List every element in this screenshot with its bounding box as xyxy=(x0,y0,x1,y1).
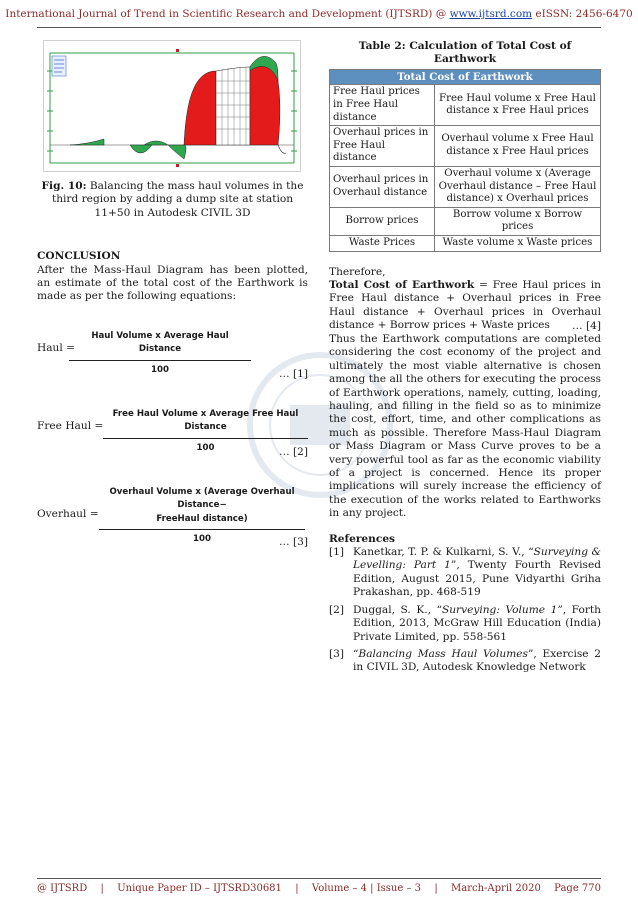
equation-1-number: … [1] xyxy=(279,367,308,380)
header-rule xyxy=(37,27,601,28)
table-cell: Overhaul volume x Free Haul distance x Free Haul prices xyxy=(435,126,601,167)
equation-1 xyxy=(37,330,308,380)
table-cell: Borrow prices xyxy=(330,207,435,235)
equation-2-label: Free Haul = xyxy=(37,419,104,432)
references-section xyxy=(329,533,601,675)
equation-2-fraction xyxy=(103,408,308,455)
equation-4-number: … [4] xyxy=(572,319,601,332)
summary-paragraph: Thus the Earthwork computations are completed considering the cost economy of the project and ultimately the most viable alternative is chosen among the all the others for executing the process of Earthwork operations, namely, cutting, loading, hauling, and filling in the field so as to minimize the cost, effort, time, and other complications as much as possible. Therefore Mass-Haul Diagram or Mass Diagram or Mass Curve proves to be a very powerful tool as far as the economic viability of a project is concerned. Hence its proper implications will surely increase the efficiency of the execution of the works related to Earthworks in any project. xyxy=(329,332,601,520)
references-heading: References xyxy=(329,532,396,545)
conclusion-text: After the Mass-Haul Diagram has been plotted, an estimate of the total cost of the Earthwork is made as per the following equations: xyxy=(37,263,308,303)
total-cost-label: Total Cost of Earthwork xyxy=(329,278,475,291)
table-cell: Free Haul volume x Free Haul distance x Free Haul prices xyxy=(435,85,601,126)
footer-ijtsrd: @ IJTSRD xyxy=(37,883,88,894)
equation-3-numerator-line2: FreeHaul distance) xyxy=(156,513,248,524)
reference-text: “Balancing Mass Haul Volumes”, Exercise 2 in CIVIL 3D, Autodesk Knowledge Network xyxy=(353,647,602,674)
footer-volume: Volume – 4 | Issue – 3 xyxy=(311,883,422,894)
equation-1-fraction xyxy=(69,330,251,377)
total-cost-expression: = Free Haul prices in Free Haul distance + Overhaul prices in Free Haul distance + Overhaul prices in Overhaul distance + Borrow prices + Waste prices xyxy=(329,278,601,332)
table-cell: Waste volume x Waste prices xyxy=(435,235,601,251)
footer-date: March-April 2020 xyxy=(451,883,541,894)
journal-header xyxy=(0,8,638,20)
table-row xyxy=(330,207,601,235)
mass-haul-figure xyxy=(43,40,301,172)
footer-page: Page 770 xyxy=(554,883,601,894)
table-cell: Overhaul prices in Free Haul distance xyxy=(330,126,435,167)
journal-name: International Journal of Trend in Scientific Research and Development (IJTSRD) @ xyxy=(5,8,450,20)
figure-caption xyxy=(37,180,308,220)
cost-table xyxy=(329,69,601,252)
table-cell: Waste Prices xyxy=(330,235,435,251)
list-item xyxy=(329,546,601,600)
cost-table-header: Total Cost of Earthwork xyxy=(330,69,601,85)
footer-rule xyxy=(37,878,601,879)
equation-3-numerator-line1: Overhaul Volume x (Average Overhaul Distance− xyxy=(109,486,295,511)
table-row xyxy=(330,85,601,126)
footer-separator: | xyxy=(100,883,104,894)
reference-number: [1] xyxy=(329,546,345,559)
journal-issn: eISSN: 2456-6470 xyxy=(532,8,633,20)
equation-2-denominator: 100 xyxy=(196,442,215,453)
equation-2-numerator: Free Haul Volume x Average Free Haul Distance xyxy=(103,408,308,439)
reference-number: [2] xyxy=(329,603,345,616)
list-item xyxy=(329,648,601,675)
footer-separator: | xyxy=(295,883,299,894)
reference-text: Duggal, S. K., “Surveying: Volume 1”, Forth Edition, 2013, McGraw Hill Education (India) Private Limited, pp. 558-561 xyxy=(353,603,601,643)
right-column xyxy=(329,40,601,679)
figure-label: Fig. 10: xyxy=(41,180,87,192)
mass-haul-diagram xyxy=(44,41,300,171)
equation-3-fraction xyxy=(99,486,305,547)
footer-paper-id: Unique Paper ID – IJTSRD30681 xyxy=(117,883,282,894)
figure-caption-text: Balancing the mass haul volumes in the third region by adding a dump site at station 11+50 in Autodesk CIVIL 3D xyxy=(51,180,304,219)
list-item xyxy=(329,604,601,644)
table-cell: Overhaul volume x (Average Overhaul distance – Free Haul distance) x Overhaul prices xyxy=(435,166,601,207)
table-cell: Free Haul prices in Free Haul distance xyxy=(330,85,435,126)
equation-3 xyxy=(37,486,308,548)
table-row xyxy=(330,166,601,207)
journal-link[interactable]: www.ijtsrd.com xyxy=(449,8,533,20)
equation-1-numerator: Haul Volume x Average Haul Distance xyxy=(69,330,251,361)
footer-separator: | xyxy=(434,883,438,894)
table-title: Table 2: Calculation of Total Cost of Earthwork xyxy=(358,40,572,66)
equation-2 xyxy=(37,408,308,458)
equation-1-denominator: 100 xyxy=(151,364,169,375)
therefore-text: Therefore, xyxy=(329,265,386,278)
equation-1-label: Haul = xyxy=(37,341,76,354)
equation-3-number: … [3] xyxy=(279,535,308,548)
table-row xyxy=(330,126,601,167)
table-row xyxy=(330,235,601,251)
equation-3-numerator xyxy=(99,486,305,530)
equation-2-number: … [2] xyxy=(279,445,308,458)
conclusion-heading: CONCLUSION xyxy=(37,250,121,263)
table-cell: Overhaul prices in Overhaul distance xyxy=(330,166,435,207)
reference-text: Kanetkar, T. P. & Kulkarni, S. V., “Surveying & Levelling: Part 1”, Twenty Fourth Revised Edition, August 2015, Pune Vidyarthi Griha Prakashan, pp. 468-519 xyxy=(353,546,601,599)
equation-3-label: Overhaul = xyxy=(37,507,99,520)
reference-number: [3] xyxy=(329,647,345,660)
page-footer xyxy=(37,883,601,894)
equation-3-denominator: 100 xyxy=(193,534,211,545)
left-column xyxy=(37,40,308,548)
table-cell: Borrow volume x Borrow prices xyxy=(435,207,601,235)
